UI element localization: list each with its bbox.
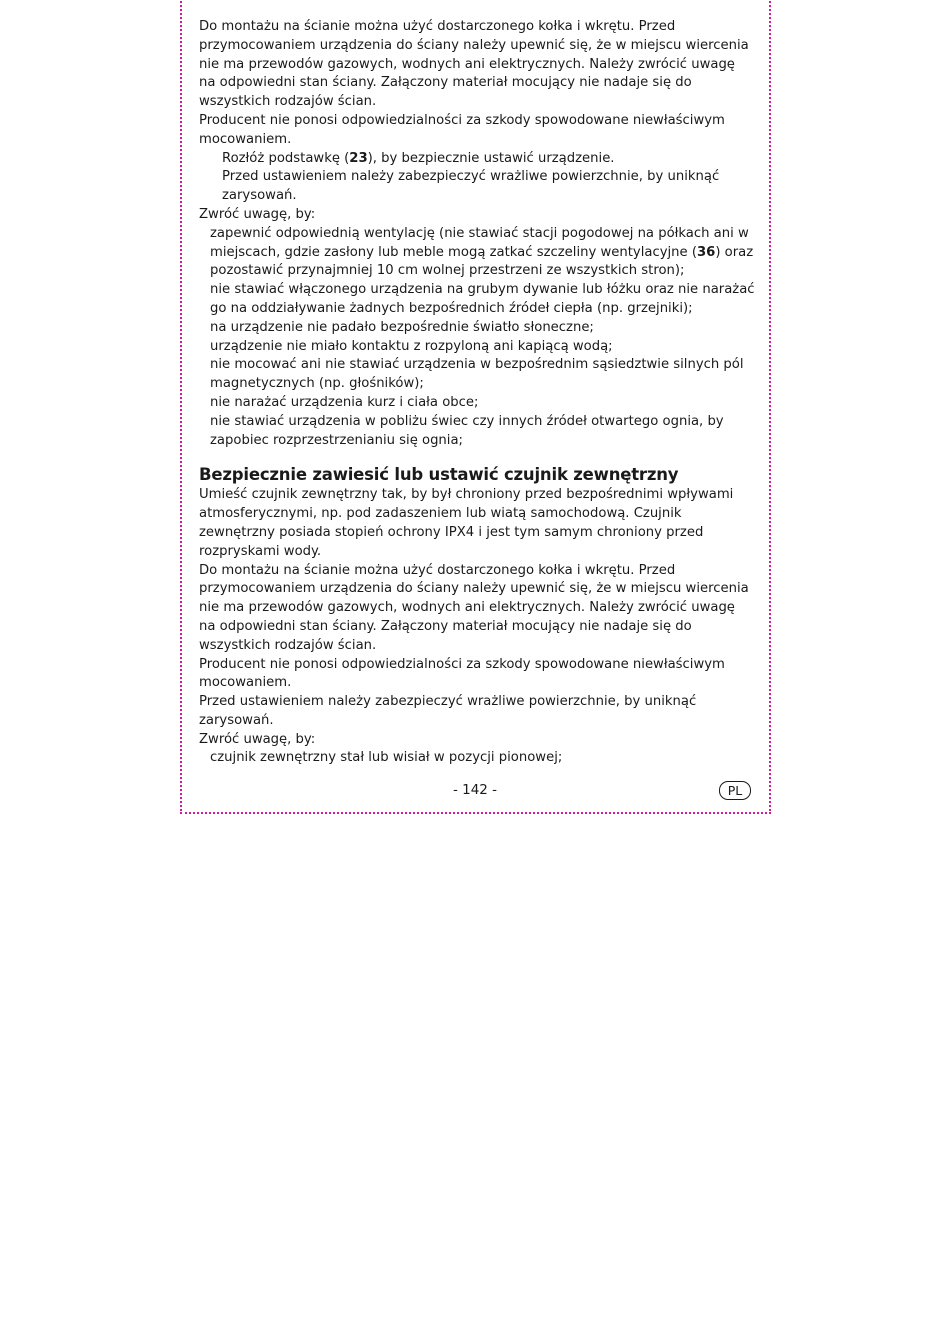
list-item-water: urządzenie nie miało kontaktu z rozpyloną ani kapiącą wodą;: [210, 338, 613, 354]
sensor-mounting-paragraph: Do montażu na ścianie można użyć dostarczonego kołka i wkrętu. Przed przymocowaniem urządzenia do ściany należy upewnić się, że w miejscu wiercenia nie ma przewodów gazowych, wodnych ani elektrycznych. Należy zwrócić uwagę na odpowiedni stan ściany. Załączony materiał mocujący nie nadaje się do wszystkich rodzajów ścian.: [199, 562, 749, 653]
part-ref-36: 36: [696, 244, 716, 260]
list-item-dust: nie narażać urządzenia kurz i ciała obce;: [210, 394, 479, 410]
list-item-text-end: ) oraz pozostawić przynajmniej 10 cm wolnej przestrzeni ze wszystkich stron);: [210, 244, 754, 279]
list-item-carpet-heat: nie stawiać włączonego urządzenia na grubym dywanie lub łóżku oraz nie narażać go na oddziaływanie żadnych bezpośrednich źródeł ciepła (np. grzejniki);: [210, 282, 755, 316]
step-protect-surfaces: Przed ustawieniem należy zabezpieczyć wrażliwe powierzchnie, by uniknąć zarysowań.: [222, 169, 720, 204]
page-content: [199, 18, 755, 768]
step-unfold-stand: [222, 150, 755, 169]
part-ref-23: 23: [349, 150, 368, 166]
attention-label: Zwróć uwagę, by:: [199, 206, 316, 222]
sensor-placement-paragraph: Umieść czujnik zewnętrzny tak, by był chroniony przed bezpośrednimi wpływami atmosferycznymi, np. pod zadaszeniem lub wiatą samochodową. Czujnik zewnętrzny posiada stopień ochrony IPX4 i jest tym samym chroniony przed rozpryskami wody.: [199, 487, 734, 559]
liability-paragraph: Producent nie ponosi odpowiedzialności za szkody spowodowane niewłaściwym mocowaniem.: [199, 112, 725, 147]
page-number: - 142 -: [452, 782, 498, 798]
list-item-text-start: zapewnić odpowiednią wentylację (nie stawiać stacji pogodowej na półkach ani w miejscach, gdzie zasłony lub meble mogą zatkać szczeliny wentylacyjne (: [210, 225, 749, 260]
sensor-liability-paragraph: Producent nie ponosi odpowiedzialności za szkody spowodowane niewłaściwym mocowaniem.: [199, 656, 725, 691]
section-heading: Bezpiecznie zawiesić lub ustawić czujnik zewnętrzny: [199, 465, 679, 485]
step-text-start: Rozłóż podstawkę (: [222, 150, 350, 166]
sensor-attention-label: Zwróć uwagę, by:: [199, 731, 316, 747]
list-item-fire: nie stawiać urządzenia w pobliżu świec czy innych źródeł otwartego ognia, by zapobiec rozprzestrzenianiu się ognia;: [210, 413, 724, 448]
step-text-end: ), by bezpiecznie ustawić urządzenie.: [367, 150, 615, 166]
mounting-paragraph: Do montażu na ścianie można użyć dostarczonego kołka i wkrętu. Przed przymocowaniem urządzenia do ściany należy upewnić się, że w miejscu wiercenia nie ma przewodów gazowych, wodnych ani elektrycznych. Należy zwrócić uwagę na odpowiedni stan ściany. Załączony materiał mocujący nie nadaje się do wszystkich rodzajów ścian.: [199, 19, 749, 110]
language-badge: PL: [719, 781, 751, 800]
sensor-protect-paragraph: Przed ustawieniem należy zabezpieczyć wrażliwe powierzchnie, by uniknąć zarysowań.: [199, 694, 697, 728]
list-item-magnetic: nie mocować ani nie stawiać urządzenia w bezpośrednim sąsiedztwie silnych pól magnetycznych (np. głośników);: [210, 357, 744, 392]
list-item-ventilation: [210, 225, 755, 281]
list-item-vertical: czujnik zewnętrzny stał lub wisiał w pozycji pionowej;: [210, 750, 563, 766]
list-item-sunlight: na urządzenie nie padało bezpośrednie światło słoneczne;: [210, 319, 594, 335]
